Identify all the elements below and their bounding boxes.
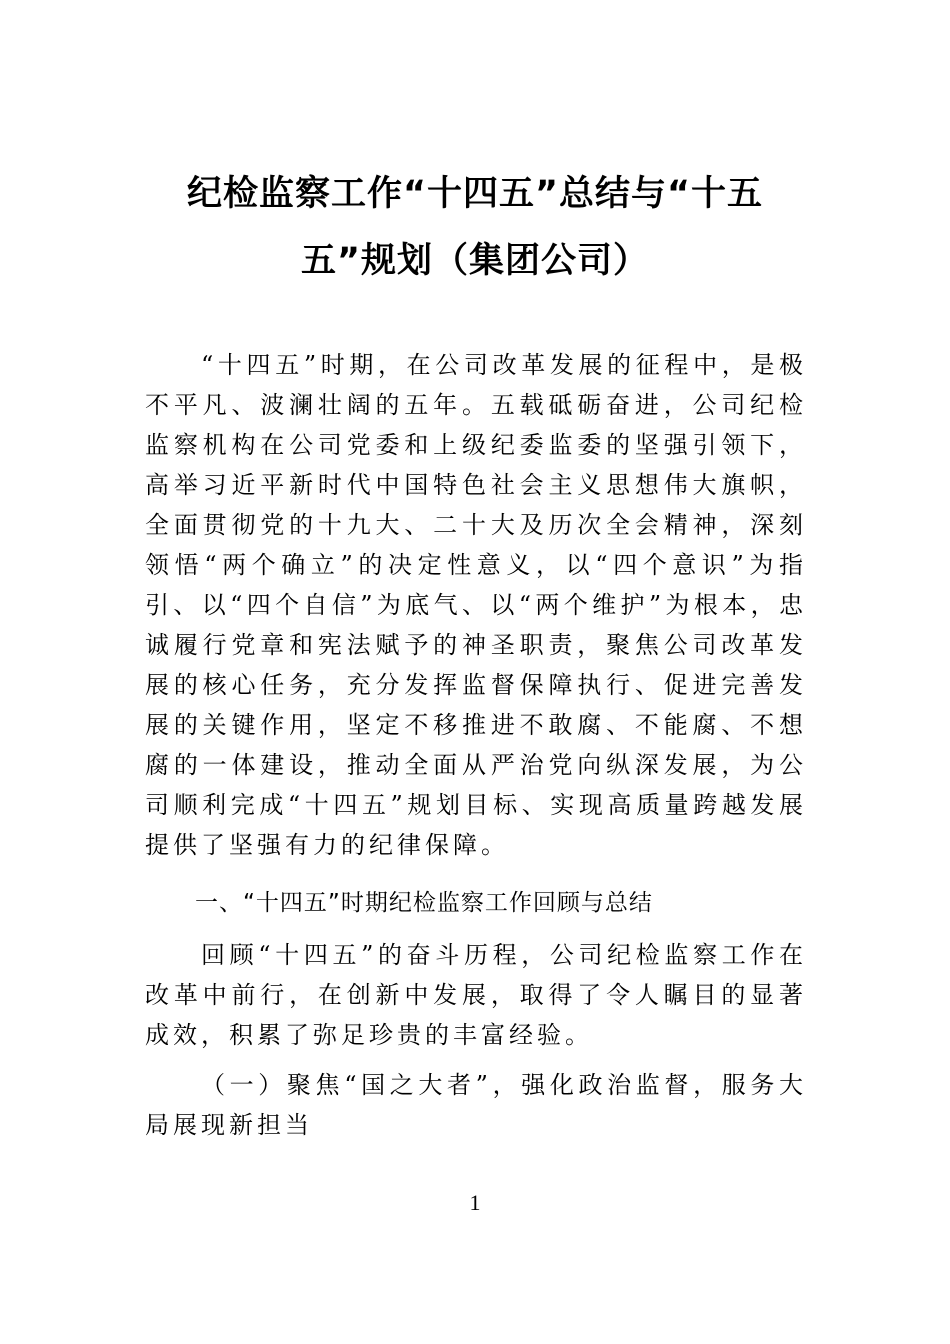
document-title-line-1: 纪检监察工作“十四五”总结与“十五	[186, 174, 763, 214]
page-number: 1	[469, 1190, 481, 1215]
review-paragraph: 回顾“十四五”的奋斗历程，公司纪检监察工作在改革中前行，在创新中发展，取得了令人瞩目的显著成效，积累了弥足珍贵的丰富经验。	[145, 941, 807, 1049]
subheading-1: （一）聚焦“国之大者”，强化政治监督，服务大局展现新担当	[145, 1071, 807, 1139]
document-title-line-2: 五”规划（集团公司）	[300, 241, 649, 281]
section-heading-1: 一、“十四五”时期纪检监察工作回顾与总结	[195, 890, 653, 916]
intro-paragraph: “十四五”时期，在公司改革发展的征程中，是极不平凡、波澜壮阔的五年。五载砥砺奋进，公司纪检监察机构在公司党委和上级纪委监委的坚强引领下，高举习近平新时代中国特色社会主义思想伟大旗帜，全面贯彻党的十九大、二十大及历次全会精神，深刻领悟“两个确立”的决定性意义，以“四个意识”为指引、以“四个自信”为底气、以“两个维护”为根本，忠诚履行党章和宪法赋予的神圣职责，聚焦公司改革发展的核心任务，充分发挥监督保障执行、促进完善发展的关键作用，坚定不移推进不敢腐、不能腐、不想腐的一体建设，推动全面从严治党向纵深发展，为公司顺利完成“十四五”规划目标、实现高质量跨越发展提供了坚强有力的纪律保障。	[145, 351, 807, 859]
